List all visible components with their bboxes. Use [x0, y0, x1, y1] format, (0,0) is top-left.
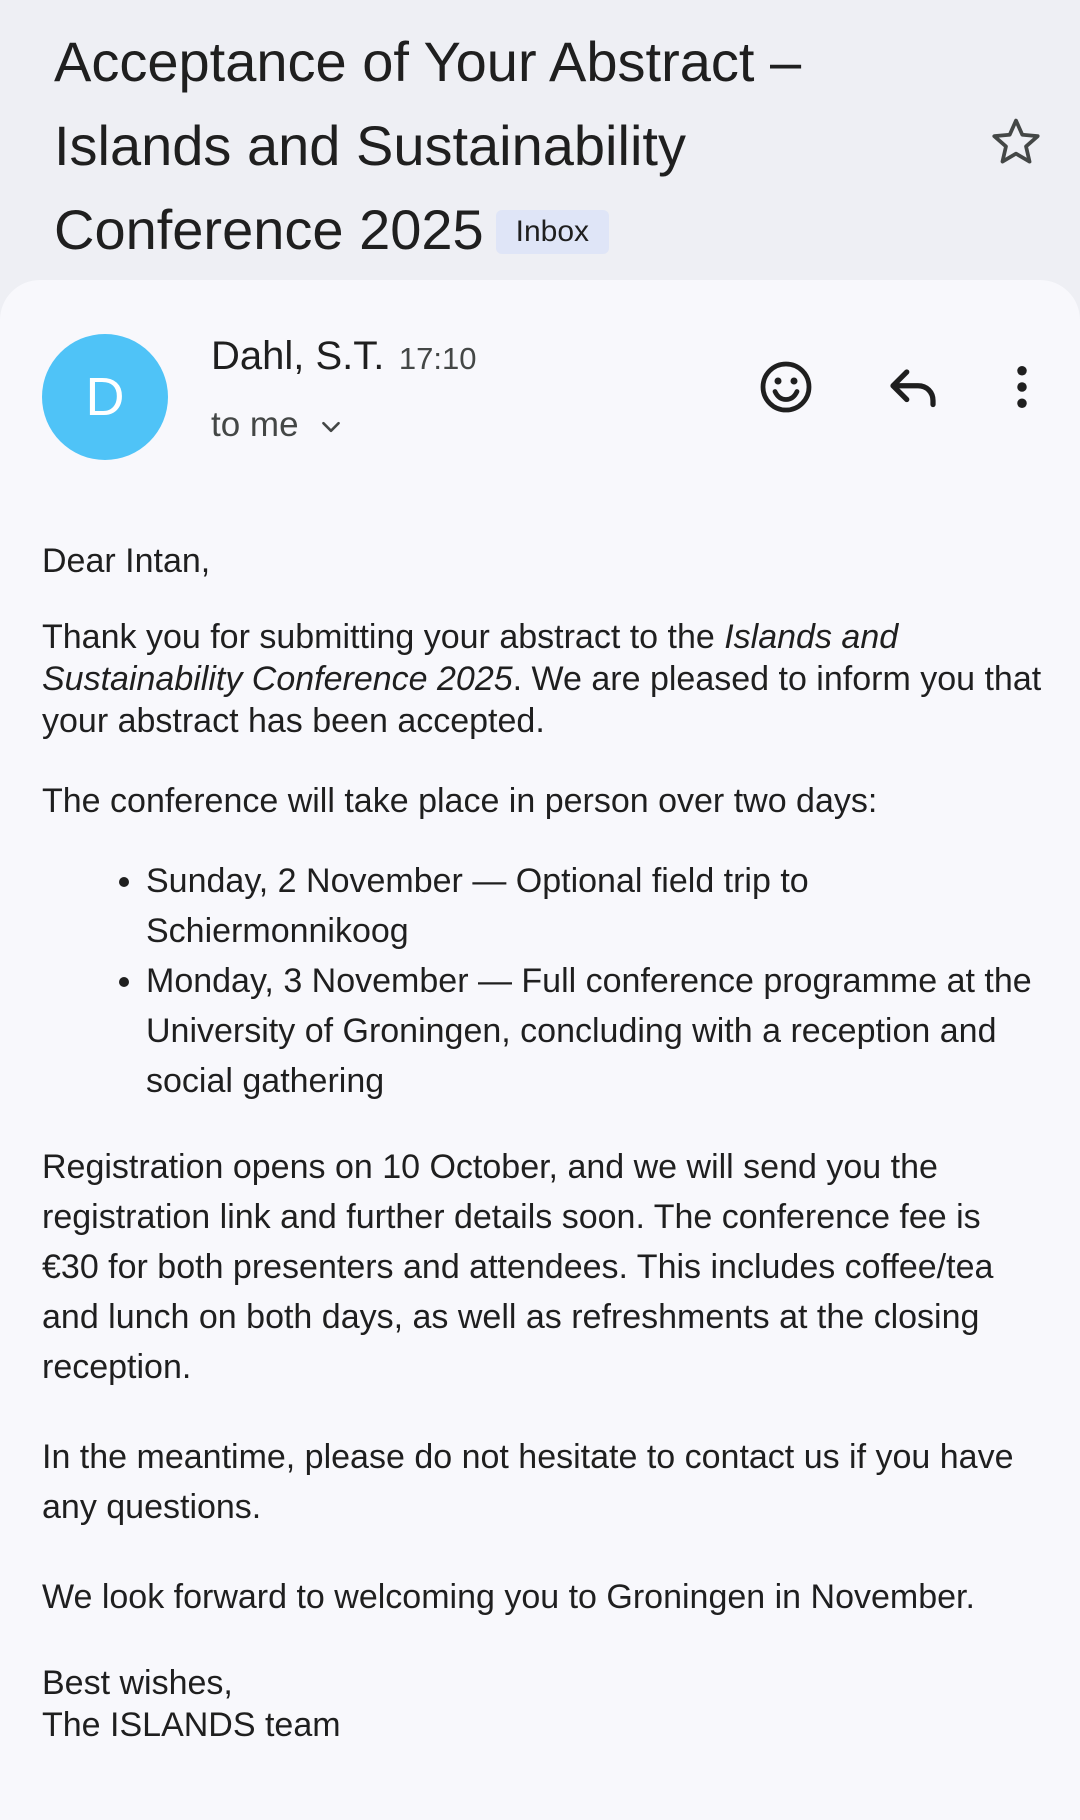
days-intro: The conference will take place in person over two days: [42, 782, 878, 820]
registration-paragraph: Registration opens on 10 October, and we will send you the registration link and further details soon. The conference fee is €30 for both presenters and attendees. This includes coffee/tea and lunch on both days, as well as refreshments at the closing reception. [42, 1148, 994, 1386]
star-icon[interactable] [988, 114, 1044, 170]
list-item: • Sunday, 2 November — Optional field trip to Schiermonnikoog [146, 856, 1042, 956]
sign-off: Best wishes, [42, 1664, 233, 1702]
emoji-icon[interactable] [756, 357, 816, 417]
recipient-toggle[interactable] [211, 405, 344, 445]
conference-name: Islands and Sustainability Conference 2025 [42, 618, 899, 698]
signature: The ISLANDS team [42, 1706, 341, 1744]
email-body [42, 536, 1042, 1746]
inbox-label-badge[interactable]: Inbox [496, 210, 609, 254]
subject-text: Acceptance of Your Abstract – Islands and Sustainability Conference 2025 [54, 30, 802, 261]
avatar[interactable]: D [42, 334, 168, 460]
closing-paragraph: We look forward to welcoming you to Groningen in November. [42, 1578, 975, 1616]
greeting: Dear Intan, [42, 542, 211, 580]
list-item: • Monday, 3 November — Full conference programme at the University of Groningen, concluding with a reception and social gathering [146, 956, 1042, 1106]
email-subject [54, 20, 934, 272]
intro-paragraph [42, 616, 1042, 742]
email-header [0, 0, 1080, 290]
sent-time: 17:10 [398, 341, 477, 376]
days-list [42, 856, 1042, 1106]
chevron-down-icon [318, 414, 344, 440]
more-vert-icon[interactable] [992, 357, 1052, 417]
intro-text-before: Thank you for submitting your abstract to the [42, 618, 725, 656]
sender-line [211, 334, 476, 379]
recipient-label: to me [211, 405, 299, 444]
meantime-paragraph: In the meantime, please do not hesitate to contact us if you have any questions. [42, 1438, 1014, 1526]
sender-name[interactable]: Dahl, S.T. [211, 334, 385, 378]
intro-text-after: . We are pleased to inform you that your abstract has been accepted. [42, 660, 1042, 740]
reply-icon[interactable] [883, 357, 943, 417]
